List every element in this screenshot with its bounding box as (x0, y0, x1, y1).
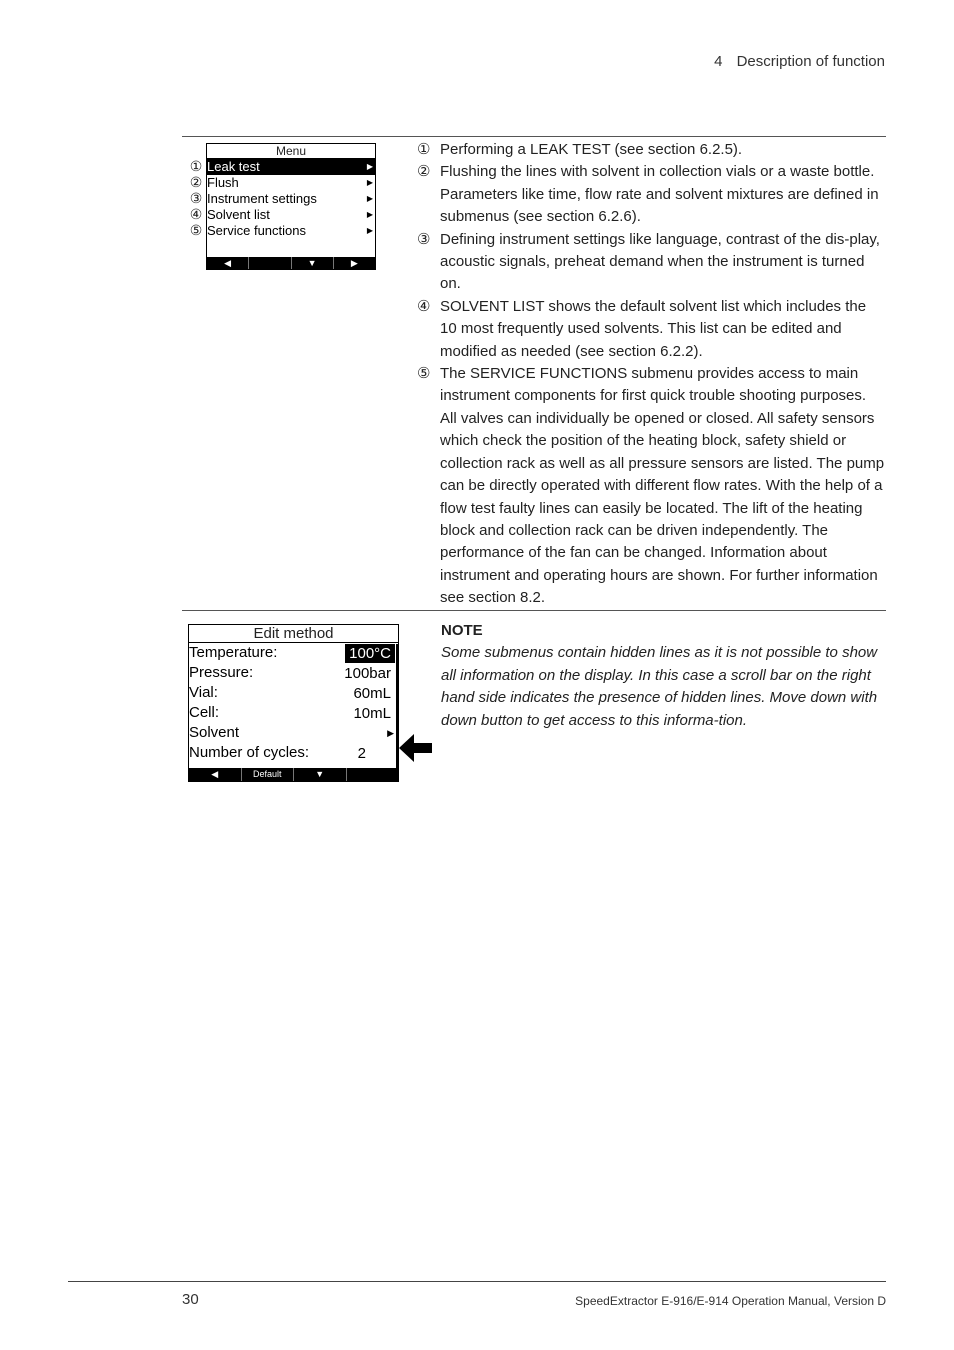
menu-lcd-screen (206, 143, 376, 270)
description-item (417, 139, 885, 161)
running-head (714, 53, 885, 70)
callout-1: ① (189, 158, 203, 174)
callout-5: ⑤ (189, 222, 203, 238)
edit-row-vial (189, 683, 398, 703)
note-box (441, 620, 881, 732)
chapter-number: 4 (714, 53, 723, 70)
description-marker: ② (417, 163, 431, 181)
menu-item-label: Leak test (207, 159, 260, 174)
edit-method-lcd-screen (188, 624, 399, 782)
menu-item-service-functions (207, 223, 375, 239)
edit-row-value: 100bar (344, 665, 391, 682)
chevron-right-icon: ▶ (366, 162, 373, 171)
menu-item-label: Service functions (207, 223, 306, 238)
edit-row-value: 60mL (353, 685, 391, 702)
note-heading: NOTE (441, 622, 483, 639)
scroll-bar (396, 644, 398, 769)
edit-row-label: Number of cycles: (189, 744, 310, 761)
description-marker: ④ (417, 297, 431, 315)
chevron-right-icon: ▶ (366, 226, 373, 235)
softkey-default: Default (242, 768, 295, 781)
description-marker: ③ (417, 230, 431, 248)
edit-row-cell (189, 703, 398, 723)
chevron-right-icon: ▶ (366, 178, 373, 187)
chapter-title: Description of function (736, 53, 885, 70)
edit-row-pressure (189, 663, 398, 683)
menu-softkey-bar (207, 257, 375, 269)
menu-item-label: Instrument settings (207, 191, 317, 206)
edit-row-solvent (189, 723, 398, 743)
softkey-down-icon: ▼ (294, 768, 347, 781)
arrow-left-icon (399, 731, 433, 765)
description-item (417, 363, 885, 609)
description-marker: ① (417, 141, 431, 158)
note-body: Some submenus contain hidden lines as it is not possible to show all information on the display. In this case a scroll bar on the right hand side indicates the presence of hidden lines. Move down with down button to get access to this informa-tion. (441, 644, 878, 729)
softkey-right-icon: ▶ (350, 258, 358, 268)
chevron-right-icon: ▶ (366, 194, 373, 203)
softkey-blank (249, 257, 291, 269)
callout-2: ② (189, 174, 203, 190)
edit-row-label: Solvent (189, 724, 240, 741)
edit-row-label: Cell: (189, 704, 220, 721)
edit-row-cycles (189, 743, 398, 763)
menu-item-leak-test (207, 159, 375, 175)
softkey-left-icon: ◀ (189, 768, 242, 781)
description-item (417, 296, 885, 363)
edit-row-label: Pressure: (189, 664, 254, 681)
menu-title: Menu (207, 144, 375, 159)
page-number: 30 (182, 1291, 199, 1308)
menu-item-label: Flush (207, 175, 239, 190)
edit-row-value: 2 (357, 745, 366, 762)
menu-item-label: Solvent list (207, 207, 270, 222)
chevron-right-icon: ▶ (387, 728, 394, 738)
footer-title: SpeedExtractor E-916/E-914 Operation Manual, Version D (575, 1294, 886, 1308)
footer-rule (68, 1281, 886, 1282)
menu-item-instrument-settings (207, 191, 375, 207)
description-text: SOLVENT LIST shows the default solvent list which includes the 10 most frequently used solvents. This list can be edited and modified as needed (see section 6.2.2). (440, 297, 867, 360)
description-item (417, 229, 885, 296)
softkey-blank (347, 768, 399, 781)
description-text: Performing a LEAK TEST (see section 6.2.5). (440, 141, 743, 158)
edit-method-title: Edit method (189, 625, 398, 643)
callout-4: ④ (189, 206, 203, 222)
description-marker: ⑤ (417, 365, 431, 383)
table-divider-rule (182, 610, 886, 611)
menu-item-flush (207, 175, 375, 191)
description-item (417, 161, 885, 228)
softkey-left-icon: ◀ (207, 257, 249, 269)
edit-row-value: 10mL (353, 705, 391, 722)
description-text: Flushing the lines with solvent in collection vials or a waste bottle. Parameters like time, flow rate and solvent mixtures are defined in submenus (see section 6.2.6). (440, 163, 879, 226)
edit-row-label: Temperature: (189, 644, 278, 661)
edit-row-value: 100°C (345, 644, 395, 663)
edit-row-temperature (189, 643, 398, 663)
menu-item-solvent-list (207, 207, 375, 223)
edit-row-label: Vial: (189, 684, 218, 701)
description-text: The SERVICE FUNCTIONS submenu provides access to main instrument components for first quick trouble shooting purposes. All valves can individually be opened or closed. All safety sensors which check the position of the heating block, safety shield or collection rack as well as all pressure sensors are listed. The pump can be directly operated with different flow rates. With the help of a flow test faulty lines can easily be located. The lift of the heating block and collection rack can be driven independently. The performance of the fan can be changed. Information about instrument and operating hours are shown. For further information see section 8.2. (440, 365, 885, 607)
menu-description-list (417, 139, 885, 610)
edit-softkey-bar (189, 768, 398, 781)
description-text: Defining instrument settings like language, contrast of the dis-play, acoustic signals, preheat demand when the instrument is turned on. (440, 230, 880, 293)
table-top-rule (182, 136, 886, 137)
softkey-down-icon: ▼ (292, 257, 334, 269)
chevron-right-icon: ▶ (366, 210, 373, 219)
callout-3: ③ (189, 190, 203, 206)
menu-callouts (187, 158, 205, 238)
